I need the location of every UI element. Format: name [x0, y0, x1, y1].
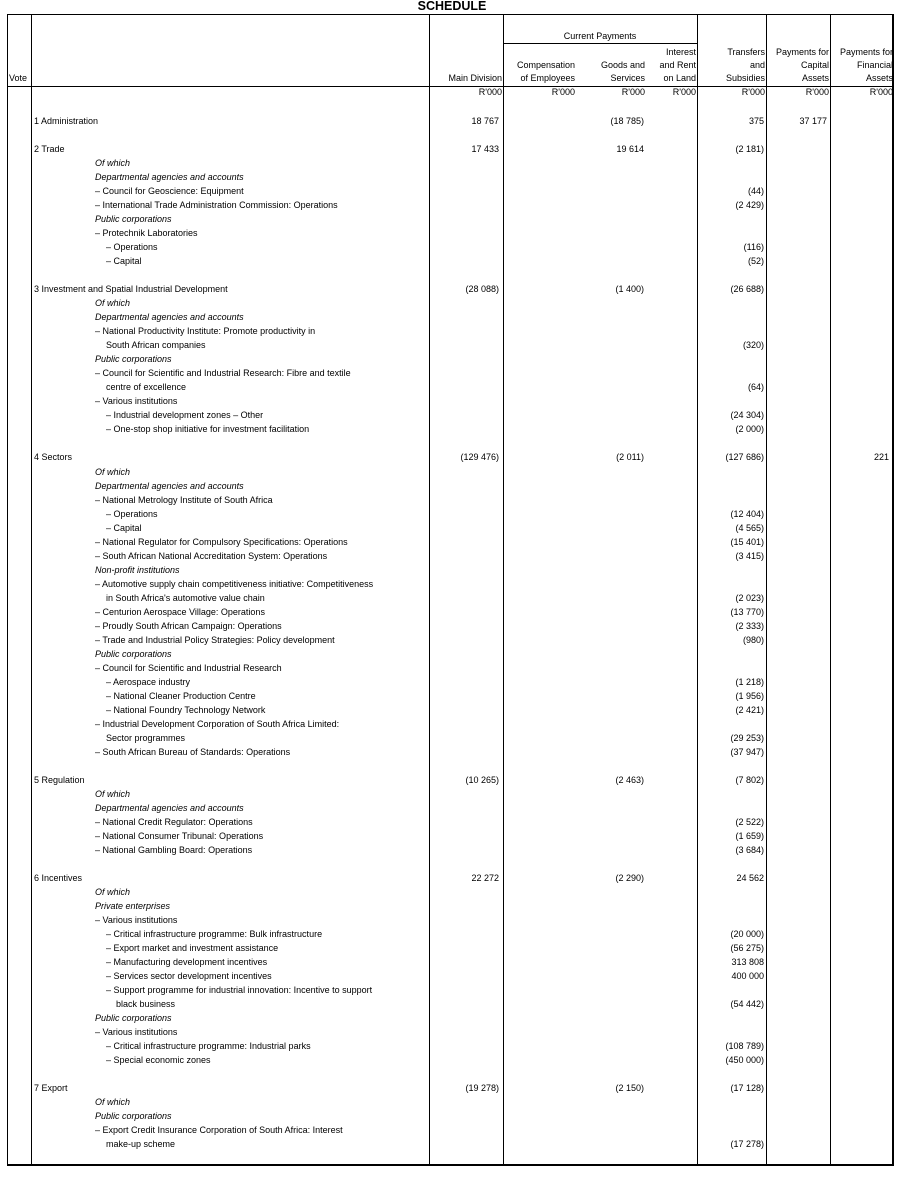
cell-main: 22 272 — [471, 873, 499, 884]
cell-transfers: (54 442) — [730, 999, 764, 1010]
row-label: – Special economic zones — [106, 1055, 211, 1066]
cell-transfers: 400 000 — [731, 971, 764, 982]
row-label: – Proudly South African Campaign: Operations — [95, 620, 282, 631]
row-label: black business — [116, 999, 176, 1010]
row-label: Sector programmes — [106, 732, 186, 743]
row-label: – National Consumer Tribunal: Operations — [95, 831, 264, 842]
unit-goods: R'000 — [621, 87, 645, 97]
financial-header-2: Financial — [856, 60, 893, 70]
row-label: – Centurion Aerospace Village: Operations — [95, 606, 265, 617]
row-label: – National Metrology Institute of South Africa — [95, 494, 273, 505]
cell-transfers: (13 770) — [730, 606, 764, 617]
row-label: – Industrial development zones – Other — [106, 410, 264, 421]
compensation-header-2: of Employees — [520, 73, 575, 83]
row-label: – Aerospace industry — [106, 676, 191, 687]
transfers-header-1: Transfers — [727, 47, 765, 57]
cell-transfers: 375 — [748, 116, 764, 126]
cell-main: 17 433 — [471, 144, 499, 155]
cell-transfers: (26 688) — [730, 284, 764, 295]
cell-transfers: (12 404) — [730, 508, 764, 519]
financial-header-1: Payments for — [839, 47, 893, 57]
column-divider — [766, 14, 767, 1166]
row-label: make-up scheme — [106, 1139, 176, 1150]
cell-main: (19 278) — [465, 1083, 499, 1094]
goods-header-1: Goods and — [600, 60, 645, 70]
interest-header-3: on Land — [663, 73, 696, 83]
row-label: – Protechnik Laboratories — [95, 228, 198, 239]
cell-main: (28 088) — [465, 284, 499, 295]
row-label: – Capital — [106, 256, 142, 267]
row-label: – Industrial Development Corporation of South Africa Limited: — [95, 718, 340, 729]
cell-transfers: (127 686) — [725, 452, 764, 463]
cell-transfers: (116) — [743, 242, 764, 253]
row-label: Departmental agencies and accounts — [95, 312, 244, 323]
cell-transfers: (1 956) — [735, 690, 764, 701]
current-payments-header: Current Payments — [563, 31, 637, 41]
unit-transfers: R'000 — [741, 87, 765, 97]
capital-header-3: Assets — [801, 73, 829, 83]
row-label: Of which — [95, 158, 131, 169]
cell-transfers: (64) — [747, 382, 764, 393]
cell-transfers: (980) — [742, 634, 764, 645]
capital-header-2: Capital — [800, 60, 829, 70]
cell-transfers: (320) — [742, 340, 764, 351]
cell-transfers: (450 000) — [725, 1055, 764, 1066]
cell-main: (10 265) — [465, 774, 499, 785]
column-divider — [830, 14, 831, 1166]
cell-transfers: (2 000) — [735, 424, 764, 435]
cell-goods: 19 614 — [616, 144, 644, 155]
column-divider — [697, 14, 698, 1166]
cell-goods: (2 011) — [616, 452, 644, 463]
row-label: – National Regulator for Compulsory Specifications: Operations — [95, 536, 348, 547]
row-label: 3 Investment and Spatial Industrial Development — [34, 284, 228, 295]
current-payments-rule — [503, 43, 697, 44]
row-label: 7 Export — [34, 1083, 68, 1094]
unit-main: R'000 — [478, 87, 502, 97]
row-label: – National Gambling Board: Operations — [95, 845, 253, 856]
cell-transfers: (1 659) — [735, 831, 764, 842]
row-label: – Critical infrastructure programme: Industrial parks — [106, 1041, 311, 1052]
row-label: – Council for Geoscience: Equipment — [95, 186, 244, 197]
cell-transfers: (20 000) — [730, 929, 764, 940]
cell-transfers: (17 128) — [730, 1083, 764, 1094]
row-label: in South Africa's automotive value chain — [106, 592, 265, 603]
cell-transfers: (3 415) — [735, 550, 764, 561]
schedule-title: SCHEDULE — [417, 0, 487, 13]
row-label: Departmental agencies and accounts — [95, 802, 244, 813]
row-label: Of which — [95, 466, 131, 477]
row-label: – International Trade Administration Commission: Operations — [95, 200, 338, 211]
cell-goods: (2 290) — [615, 873, 644, 884]
cell-transfers: (29 253) — [730, 732, 764, 743]
row-label: – Trade and Industrial Policy Strategies: Policy development — [95, 634, 335, 645]
cell-transfers: (2 522) — [735, 817, 764, 827]
row-label: – South African National Accreditation System: Operations — [95, 550, 328, 561]
cell-transfers: (108 789) — [725, 1041, 764, 1052]
column-divider — [31, 14, 32, 1166]
row-label: Of which — [95, 887, 131, 898]
interest-header-1: Interest — [665, 47, 696, 57]
cell-transfers: (56 275) — [730, 943, 764, 954]
cell-transfers: (2 333) — [735, 620, 764, 631]
unit-capital: R'000 — [805, 87, 829, 97]
row-label: Public corporations — [95, 214, 172, 225]
cell-transfers: (2 421) — [735, 704, 764, 715]
transfers-header-2: and — [749, 60, 765, 70]
row-label: – Council for Scientific and Industrial Research — [95, 662, 282, 673]
row-label: – Services sector development incentives — [106, 971, 272, 982]
row-label: – South African Bureau of Standards: Operations — [95, 746, 291, 757]
transfers-header-3: Subsidies — [725, 73, 765, 83]
cell-transfers: (2 429) — [735, 200, 764, 211]
row-label: – Export Credit Insurance Corporation of South Africa: Interest — [95, 1125, 343, 1136]
row-label: – Operations — [106, 508, 158, 519]
cell-main: (129 476) — [460, 452, 499, 463]
cell-transfers: 24 562 — [736, 873, 764, 884]
unit-interest: R'000 — [672, 87, 696, 97]
row-label: – Manufacturing development incentives — [106, 957, 268, 968]
row-label: Public corporations — [95, 354, 172, 365]
cell-transfers: (17 278) — [730, 1139, 764, 1150]
row-label: – National Foundry Technology Network — [106, 704, 266, 715]
row-label: Departmental agencies and accounts — [95, 172, 244, 183]
cell-transfers: (37 947) — [730, 746, 764, 757]
cell-transfers: (44) — [747, 186, 764, 197]
capital-header-1: Payments for — [775, 47, 829, 57]
row-label: – Various institutions — [95, 396, 178, 407]
goods-header-2: Services — [610, 73, 645, 83]
row-label: Of which — [95, 298, 131, 309]
row-label: 6 Incentives — [34, 873, 83, 884]
cell-transfers: (3 684) — [735, 845, 764, 856]
cell-transfers: (1 218) — [735, 676, 764, 687]
row-label: – One-stop shop initiative for investment facilitation — [106, 424, 310, 435]
cell-goods: (1 400) — [615, 284, 644, 295]
unit-financial: R'000 — [869, 87, 893, 97]
row-label: – National Productivity Institute: Promote productivity in — [95, 326, 316, 337]
unit-compensation: R'000 — [551, 87, 575, 97]
row-label: centre of excellence — [106, 382, 187, 393]
financial-header-3: Assets — [865, 73, 893, 83]
column-divider — [429, 14, 430, 1166]
row-label: – National Cleaner Production Centre — [106, 690, 256, 701]
vote-header: Vote — [9, 73, 28, 83]
column-divider — [503, 14, 504, 1166]
row-label: – Various institutions — [95, 1027, 178, 1038]
row-label: – Critical infrastructure programme: Bulk infrastructure — [106, 929, 323, 940]
cell-transfers: 313 808 — [731, 957, 764, 968]
row-label: 2 Trade — [34, 144, 65, 155]
row-label: Of which — [95, 788, 131, 799]
row-label: Public corporations — [95, 1013, 172, 1024]
cell-transfers: (2 181) — [735, 144, 764, 155]
cell-transfers: (52) — [747, 256, 764, 267]
row-label: 1 Administration — [34, 116, 99, 126]
row-label: Of which — [95, 1097, 131, 1108]
row-label: Private enterprises — [95, 901, 171, 912]
cell-goods: (2 463) — [615, 774, 644, 785]
row-label: – Automotive supply chain competitiveness initiative: Competitiveness — [95, 578, 374, 589]
cell-financial: 221 — [873, 452, 889, 463]
row-label: Non-profit institutions — [95, 564, 180, 575]
main-division-header: Main Division — [448, 73, 502, 83]
cell-transfers: (7 802) — [735, 774, 764, 785]
cell-goods: (18 785) — [610, 116, 644, 126]
cell-transfers: (15 401) — [730, 536, 764, 547]
row-label: – Support programme for industrial innovation: Incentive to support — [106, 985, 373, 996]
row-label: – National Credit Regulator: Operations — [95, 817, 253, 827]
compensation-header-1: Compensation — [516, 60, 575, 70]
row-label: – Export market and investment assistance — [106, 943, 279, 954]
cell-goods: (2 150) — [615, 1083, 644, 1094]
cell-main: 18 767 — [471, 116, 499, 126]
row-label: 4 Sectors — [34, 452, 73, 463]
row-label: Departmental agencies and accounts — [95, 480, 244, 491]
row-label: – Capital — [106, 522, 142, 533]
row-label: Public corporations — [95, 1111, 172, 1122]
row-label: – Operations — [106, 242, 158, 253]
cell-transfers: (2 023) — [735, 592, 764, 603]
cell-capital: 37 177 — [799, 116, 827, 126]
row-label: Public corporations — [95, 648, 172, 659]
cell-transfers: (4 565) — [735, 522, 764, 533]
row-label: – Council for Scientific and Industrial Research: Fibre and textile — [95, 368, 351, 379]
row-label: South African companies — [106, 340, 206, 351]
interest-header-2: and Rent — [659, 60, 696, 70]
row-label: – Various institutions — [95, 915, 178, 926]
cell-transfers: (24 304) — [730, 410, 764, 421]
row-label: 5 Regulation — [34, 774, 85, 785]
